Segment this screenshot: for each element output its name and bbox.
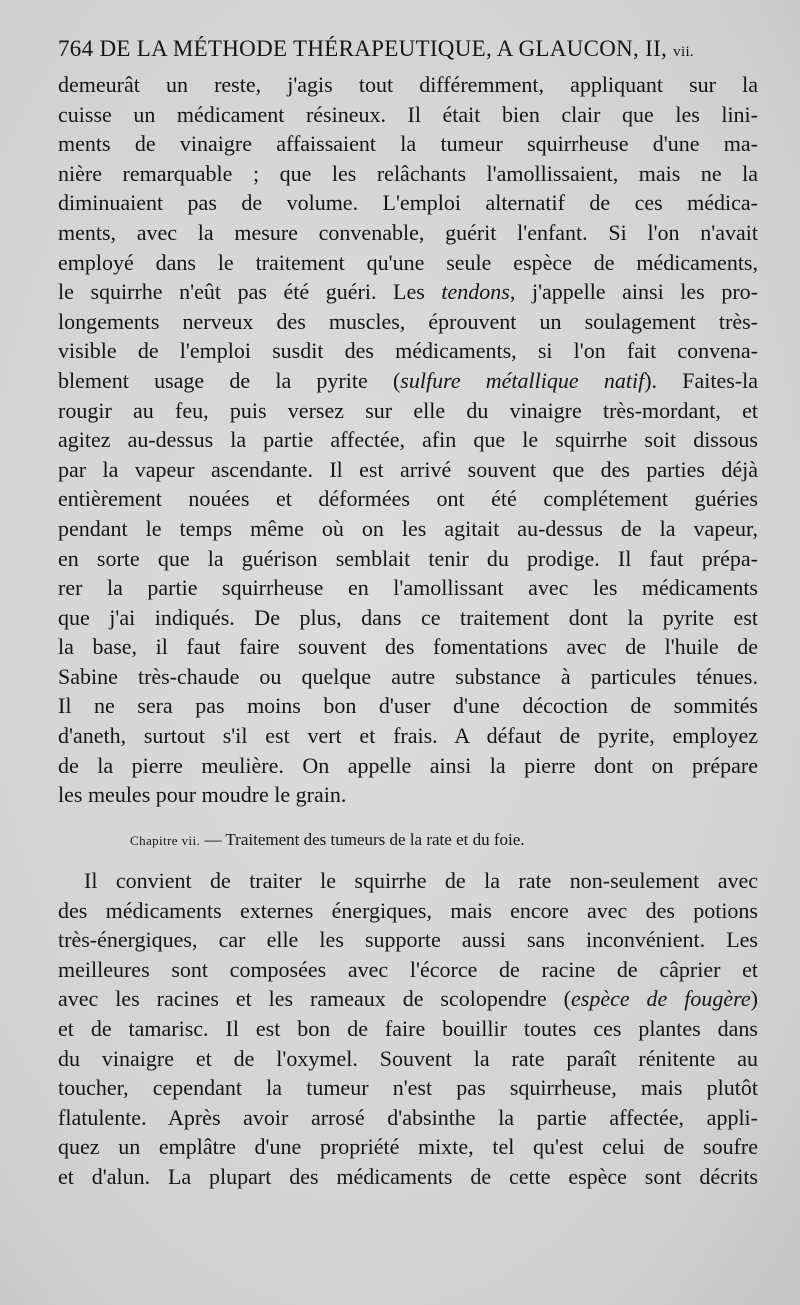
text-line: employé dans le traitement qu'une seule espèce de médicaments,	[58, 249, 758, 275]
text-line: cuisse un médicament résineux. Il était bien clair que les lini-	[58, 101, 758, 127]
text-line: ments de vinaigre affaissaient la tumeur squirrheuse d'une ma-	[58, 131, 758, 157]
text-line: des médicaments externes énergiques, mais encore avec des potions	[58, 897, 758, 923]
text-line: visible de l'emploi susdit des médicaments, si l'on fait convena-	[58, 338, 758, 364]
text-span: ). Faites-la	[644, 367, 758, 393]
text-line: nière remarquable ; que les relâchants l'amollissaient, mais ne la	[58, 160, 758, 186]
running-header	[58, 36, 778, 62]
text-line: quez un emplâtre d'une propriété mixte, tel qu'est celui de soufre	[58, 1134, 758, 1160]
text-line: flatulente. Après avoir arrosé d'absinthe la partie affectée, appli-	[58, 1104, 758, 1130]
text-line: demeurât un reste, j'agis tout différemment, appliquant sur la	[58, 72, 758, 97]
chapter-reference: vii.	[673, 44, 694, 60]
paragraph-chapter-vii	[58, 866, 758, 1192]
text-line-italic-pyrite	[58, 366, 758, 396]
paragraph-continuation	[58, 70, 758, 810]
text-line: entièrement nouées et déformées ont été complétement guéries	[58, 486, 758, 512]
text-line: par la vapeur ascendante. Il est arrivé souvent que des parties déjà	[58, 456, 758, 482]
text-line: pendant le temps même où on les agitait au-dessus de la vapeur,	[58, 515, 758, 541]
text-line: les meules pour moudre le grain.	[58, 782, 347, 808]
text-line: longements nerveux des muscles, éprouvent un soulagement très-	[58, 308, 758, 334]
text-line: et d'alun. La plupart des médicaments de cette espèce sont décrits	[58, 1163, 758, 1189]
text-line: Il convient de traiter le squirrhe de la rate non-seulement avec	[84, 868, 758, 893]
italic-term: espèce de fougère	[571, 986, 751, 1012]
italic-term: sulfure métallique natif	[400, 367, 645, 393]
text-line: rer la partie squirrheuse en l'amollissant avec les médicaments	[58, 575, 758, 601]
text-line: du vinaigre et de l'oxymel. Souvent la rate paraît rénitente au	[58, 1045, 758, 1071]
text-line: rougir au feu, puis versez sur elle du vinaigre très-mordant, et	[58, 397, 758, 423]
text-line: ments, avec la mesure convenable, guérit l'enfant. Si l'on n'avait	[58, 219, 758, 245]
chapter-title: — Traitement des tumeurs de la rate et du foie.	[204, 830, 525, 849]
text-line: très-énergiques, car elle les supporte aussi sans inconvénient. Les	[58, 927, 758, 953]
text-line: que j'ai indiqués. De plus, dans ce traitement dont la pyrite est	[58, 604, 758, 630]
italic-term: tendons	[441, 279, 510, 305]
text-line: et de tamarisc. Il est bon de faire bouillir toutes ces plantes dans	[58, 1015, 758, 1041]
text-line: Il ne sera pas moins bon d'user d'une décoction de sommités	[58, 693, 758, 719]
text-span: )	[750, 986, 758, 1012]
text-line-italic-tendons	[58, 277, 758, 307]
text-line: la base, il faut faire souvent des fomentations avec de l'huile de	[58, 634, 758, 660]
text-span: blement usage de la pyrite (	[58, 367, 401, 393]
text-span: avec les racines et les rameaux de scolopendre (	[58, 986, 571, 1012]
text-line: meilleures sont composées avec l'écorce de racine de câprier et	[58, 956, 758, 982]
chapter-label: Chapitre vii.	[130, 833, 201, 848]
text-line: agitez au-dessus la partie affectée, afin que le squirrhe soit dissous	[58, 427, 758, 453]
text-span: le squirrhe n'eût pas été guéri. Les	[58, 279, 442, 305]
chapter-heading	[130, 830, 770, 850]
text-line: toucher, cependant la tumeur n'est pas squirrheuse, mais plutôt	[58, 1075, 758, 1101]
text-line: Sabine très-chaude ou quelque autre substance à particules ténues.	[58, 663, 758, 689]
text-line: diminuaient pas de volume. L'emploi alternatif de ces médica-	[58, 190, 758, 216]
text-line-italic-fougere	[58, 984, 758, 1014]
text-span: , j'appelle ainsi les pro-	[509, 279, 758, 305]
text-line: de la pierre meulière. On appelle ainsi la pierre dont on prépare	[58, 752, 758, 778]
running-title: DE LA MÉTHODE THÉRAPEUTIQUE, A GLAUCON, II,	[99, 36, 668, 61]
page-number: 764	[58, 36, 94, 61]
text-line: en sorte que la guérison semblait tenir du prodige. Il faut prépa-	[58, 545, 758, 571]
text-line: d'aneth, surtout s'il est vert et frais. A défaut de pyrite, employez	[58, 723, 758, 749]
